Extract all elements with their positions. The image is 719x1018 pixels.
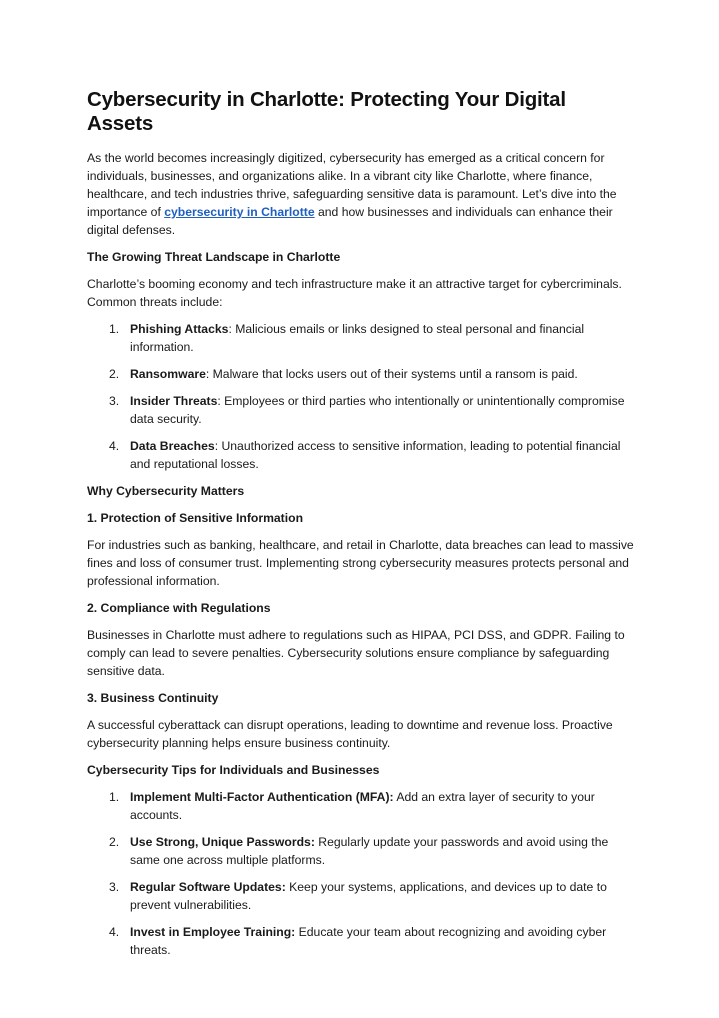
threats-heading: The Growing Threat Landscape in Charlotte xyxy=(87,250,341,264)
list-term: Regular Software Updates: xyxy=(130,880,286,894)
threats-intro: Charlotte’s booming economy and tech infrastructure make it an attractive target for cybercriminals. Common threats include: xyxy=(87,277,622,309)
section-text-protection: For industries such as banking, healthcare, and retail in Charlotte, data breaches can lead to massive fines and loss of consumer trust. Implementing strong cybersecurity measures protects personal and professional information. xyxy=(87,538,634,588)
list-item xyxy=(87,365,635,383)
list-number: 2. xyxy=(109,835,120,849)
why-heading: Why Cybersecurity Matters xyxy=(87,484,245,498)
list-item xyxy=(87,923,635,959)
list-item xyxy=(87,833,635,869)
intro-text-before: As the world becomes increasingly digitized, cybersecurity has emerged as a critical concern for individuals, businesses, and organizations alike. In a vibrant city like Charlotte, where finance, healthcare, and tech industries thrive, safeguarding sensitive data is paramount. Let’s dive into the importance of xyxy=(87,151,617,219)
section-heading-protection: 1. Protection of Sensitive Information xyxy=(87,511,304,525)
threats-list xyxy=(87,320,635,473)
list-desc: : Employees or third parties who intentionally or unintentionally compromise data security. xyxy=(130,394,625,426)
list-term: Phishing Attacks xyxy=(130,322,229,336)
list-desc: Add an extra layer of security to your accounts. xyxy=(130,790,595,822)
list-item xyxy=(87,320,635,356)
list-number: 1. xyxy=(109,790,120,804)
list-desc: Regularly update your passwords and avoid using the same one across multiple platforms. xyxy=(130,835,609,867)
list-item xyxy=(87,392,635,428)
section-text-continuity: A successful cyberattack can disrupt operations, leading to downtime and revenue loss. Proactive cybersecurity planning helps ensure business continuity. xyxy=(87,718,613,750)
list-term: Implement Multi-Factor Authentication (MFA): xyxy=(130,790,394,804)
list-item xyxy=(87,788,635,824)
list-term: Invest in Employee Training: xyxy=(130,925,296,939)
list-term: Use Strong, Unique Passwords: xyxy=(130,835,315,849)
intro-paragraph xyxy=(87,149,635,239)
list-number: 3. xyxy=(109,394,120,408)
list-desc: Keep your systems, applications, and devices up to date to prevent vulnerabilities. xyxy=(130,880,607,912)
list-desc: : Malicious emails or links designed to steal personal and financial information. xyxy=(130,322,585,354)
list-number: 4. xyxy=(109,925,120,939)
list-number: 2. xyxy=(109,367,120,381)
intro-text-after: and how businesses and individuals can enhance their digital defenses. xyxy=(87,205,613,237)
list-term: Data Breaches xyxy=(130,439,215,453)
list-number: 1. xyxy=(109,322,120,336)
list-desc: Educate your team about recognizing and avoiding cyber threats. xyxy=(130,925,607,957)
list-desc: : Unauthorized access to sensitive information, leading to potential financial and reputational losses. xyxy=(130,439,621,471)
list-item xyxy=(87,878,635,914)
list-number: 4. xyxy=(109,439,120,453)
list-term: Ransomware xyxy=(130,367,206,381)
tips-list xyxy=(87,788,635,959)
list-item xyxy=(87,437,635,473)
document-page xyxy=(87,88,635,968)
cybersecurity-charlotte-link[interactable]: cybersecurity in Charlotte xyxy=(164,205,315,219)
section-heading-continuity: 3. Business Continuity xyxy=(87,691,219,705)
list-number: 3. xyxy=(109,880,120,894)
list-desc: : Malware that locks users out of their systems until a ransom is paid. xyxy=(205,367,578,381)
page-title: Cybersecurity in Charlotte: Protecting Your Digital Assets xyxy=(87,88,566,135)
section-heading-compliance: 2. Compliance with Regulations xyxy=(87,601,271,615)
tips-heading: Cybersecurity Tips for Individuals and Businesses xyxy=(87,763,380,777)
section-text-compliance: Businesses in Charlotte must adhere to regulations such as HIPAA, PCI DSS, and GDPR. Failing to comply can lead to severe penalties. Cybersecurity solutions ensure compliance by safeguarding sensitive data. xyxy=(87,628,625,678)
list-term: Insider Threats xyxy=(130,394,218,408)
